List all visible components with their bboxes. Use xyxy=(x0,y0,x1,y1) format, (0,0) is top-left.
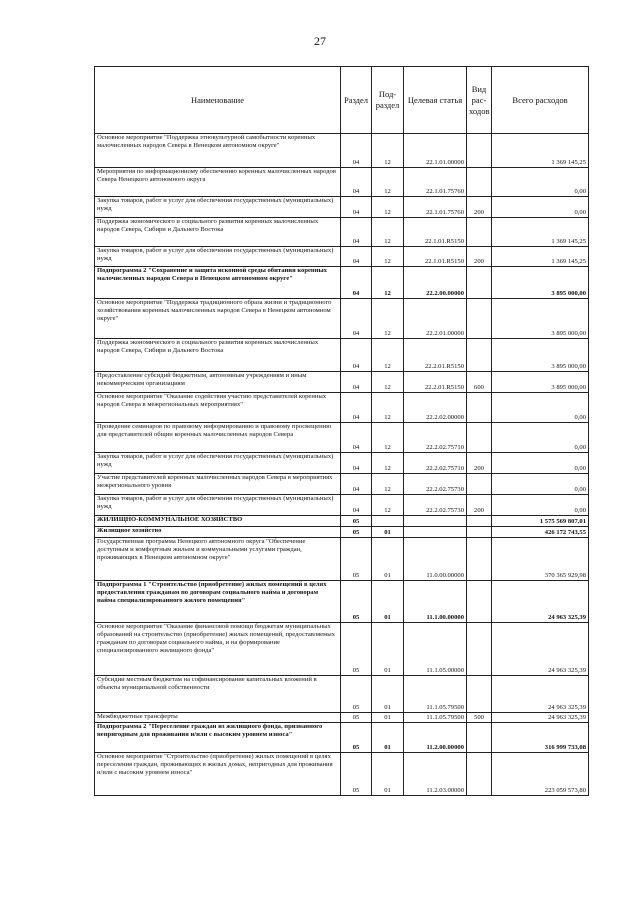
row-celevaya-statya: 22.1.01.75760 xyxy=(404,197,467,218)
table-row xyxy=(95,538,589,581)
row-razdel: 05 xyxy=(341,516,372,527)
row-vid-rashodov xyxy=(467,393,492,423)
row-vid-rashodov: 200 xyxy=(467,197,492,218)
row-podrazdel: 12 xyxy=(372,299,404,339)
table-row xyxy=(95,197,589,218)
row-name: Закупка товаров, работ и услуг для обеспечения государственных (муниципальных) нужд xyxy=(95,495,341,516)
row-celevaya-statya: 22.1.01.R5150 xyxy=(404,247,467,267)
row-razdel: 04 xyxy=(341,372,372,393)
row-total: 24 963 325,39 xyxy=(492,581,589,623)
row-name: Закупка товаров, работ и услуг для обеспечения государственных (муниципальных) нужд xyxy=(95,197,341,218)
row-total: 370 365 929,98 xyxy=(492,538,589,581)
row-celevaya-statya: 22.1.01.R5150 xyxy=(404,218,467,247)
row-celevaya-statya: 22.2.01.R5150 xyxy=(404,372,467,393)
row-celevaya-statya xyxy=(404,516,467,527)
row-podrazdel: 01 xyxy=(372,538,404,581)
table-row xyxy=(95,453,589,474)
row-name: Участие представителей коренных малочисленных народов Севера в мероприятиях межрегионального уровня xyxy=(95,474,341,495)
row-vid-rashodov xyxy=(467,134,492,168)
row-podrazdel: 12 xyxy=(372,372,404,393)
table-row xyxy=(95,474,589,495)
row-vid-rashodov xyxy=(467,474,492,495)
row-celevaya-statya: 22.2.01.00000 xyxy=(404,299,467,339)
row-total: 0,00 xyxy=(492,168,589,197)
table-row xyxy=(95,339,589,372)
row-name: Закупка товаров, работ и услуг для обеспечения государственных (муниципальных) нужд xyxy=(95,247,341,267)
table-row xyxy=(95,623,589,676)
row-podrazdel: 12 xyxy=(372,134,404,168)
row-total: 426 172 743,55 xyxy=(492,527,589,538)
row-name: Государственная программа Ненецкого автономного округа "Обеспечение доступным и комфортным жильем и коммунальными услугами граждан, проживающих в Ненецком автономном округе" xyxy=(95,538,341,581)
row-celevaya-statya: 22.2.02.75730 xyxy=(404,474,467,495)
row-total: 1 369 145,25 xyxy=(492,218,589,247)
table-row xyxy=(95,753,589,796)
row-name: ЖИЛИЩНО-КОММУНАЛЬНОЕ ХОЗЯЙСТВО xyxy=(95,516,341,527)
row-razdel: 04 xyxy=(341,453,372,474)
row-razdel: 04 xyxy=(341,393,372,423)
row-razdel: 05 xyxy=(341,753,372,796)
row-razdel: 04 xyxy=(341,168,372,197)
row-total: 1 369 145,25 xyxy=(492,247,589,267)
row-name: Мероприятия по информационному обеспечению коренных малочисленных народов Севера Ненецкого автономного округа xyxy=(95,168,341,197)
table-row xyxy=(95,134,589,168)
row-vid-rashodov: 200 xyxy=(467,247,492,267)
row-razdel: 04 xyxy=(341,218,372,247)
row-razdel: 05 xyxy=(341,723,372,753)
table-row xyxy=(95,676,589,713)
row-name: Подпрограмма 2 "Переселение граждан из жилищного фонда, признанного непригодным для проживания и/или с высоким уровнем износа" xyxy=(95,723,341,753)
row-name: Межбюджетные трансферты xyxy=(95,713,341,723)
row-celevaya-statya: 11.1.00.00000 xyxy=(404,581,467,623)
header-podrazdel: Под-раздел xyxy=(372,67,404,134)
row-total: 24 963 325,39 xyxy=(492,713,589,723)
row-vid-rashodov xyxy=(467,581,492,623)
row-podrazdel: 01 xyxy=(372,676,404,713)
row-podrazdel: 01 xyxy=(372,713,404,723)
table-row xyxy=(95,168,589,197)
table-row xyxy=(95,423,589,453)
row-celevaya-statya: 11.1.05.79500 xyxy=(404,676,467,713)
row-razdel: 05 xyxy=(341,527,372,538)
row-razdel: 05 xyxy=(341,713,372,723)
row-celevaya-statya: 22.2.02.00000 xyxy=(404,393,467,423)
row-celevaya-statya: 11.1.05.79500 xyxy=(404,713,467,723)
row-celevaya-statya: 11.2.00.00000 xyxy=(404,723,467,753)
row-vid-rashodov xyxy=(467,423,492,453)
row-total: 0,00 xyxy=(492,474,589,495)
header-celevaya-statya: Целевая статья xyxy=(404,67,467,134)
row-razdel: 04 xyxy=(341,134,372,168)
row-name: Основное мероприятие "Поддержка этнокультурной самобытности коренных малочисленных народов Севера в Ненецком автономном округе" xyxy=(95,134,341,168)
row-celevaya-statya: 22.1.01.75760 xyxy=(404,168,467,197)
row-podrazdel: 12 xyxy=(372,495,404,516)
row-total: 0,00 xyxy=(492,197,589,218)
row-vid-rashodov xyxy=(467,753,492,796)
row-name: Основное мероприятие "Поддержка традиционного образа жизни и традиционного хозяйствования коренных малочисленных народов Севера в Ненецком автономном округе" xyxy=(95,299,341,339)
row-total: 0,00 xyxy=(492,423,589,453)
row-razdel: 04 xyxy=(341,474,372,495)
header-total: Всего расходов xyxy=(492,67,589,134)
row-celevaya-statya: 22.2.02.75710 xyxy=(404,453,467,474)
row-razdel: 04 xyxy=(341,423,372,453)
row-celevaya-statya: 11.1.05.00000 xyxy=(404,623,467,676)
row-total: 3 895 000,00 xyxy=(492,299,589,339)
table-row xyxy=(95,247,589,267)
row-vid-rashodov: 500 xyxy=(467,713,492,723)
row-razdel: 05 xyxy=(341,581,372,623)
row-celevaya-statya: 11.0.00.00000 xyxy=(404,538,467,581)
table-row xyxy=(95,372,589,393)
row-vid-rashodov xyxy=(467,723,492,753)
row-podrazdel: 01 xyxy=(372,723,404,753)
row-name: Поддержка экономического и социального развития коренных малочисленных народов Севера, Сибири и Дальнего Востока xyxy=(95,339,341,372)
row-name: Жилищное хозяйство xyxy=(95,527,341,538)
row-vid-rashodov xyxy=(467,299,492,339)
row-podrazdel: 12 xyxy=(372,267,404,299)
row-vid-rashodov xyxy=(467,339,492,372)
row-total: 3 895 000,00 xyxy=(492,339,589,372)
row-vid-rashodov xyxy=(467,538,492,581)
row-razdel: 05 xyxy=(341,676,372,713)
row-podrazdel: 12 xyxy=(372,218,404,247)
table-row xyxy=(95,267,589,299)
row-name: Предоставление субсидий бюджетным, автономным учреждениям и иным некоммерческим организациям xyxy=(95,372,341,393)
row-razdel: 04 xyxy=(341,197,372,218)
page-number: 27 xyxy=(314,34,326,48)
row-podrazdel: 12 xyxy=(372,168,404,197)
table-row xyxy=(95,495,589,516)
row-celevaya-statya: 11.2.03.00000 xyxy=(404,753,467,796)
row-razdel: 05 xyxy=(341,538,372,581)
row-razdel: 04 xyxy=(341,495,372,516)
row-celevaya-statya: 22.1.01.00000 xyxy=(404,134,467,168)
row-vid-rashodov xyxy=(467,267,492,299)
row-name: Поддержка экономического и социального развития коренных малочисленных народов Севера, Сибири и Дальнего Востока xyxy=(95,218,341,247)
row-podrazdel: 12 xyxy=(372,474,404,495)
row-name: Субсидии местным бюджетам на софинансирование капитальных вложений в объекты муниципальной собственности xyxy=(95,676,341,713)
row-total: 0,00 xyxy=(492,393,589,423)
row-podrazdel: 12 xyxy=(372,247,404,267)
row-name: Основное мероприятие "Оказание финансовой помощи бюджетам муниципальных образований на строительство (приобретение) жилых помещений, предоставляемых гражданам по договорам социального найма, и на формирование специализированного жилищного фонда" xyxy=(95,623,341,676)
row-podrazdel: 12 xyxy=(372,423,404,453)
row-vid-rashodov xyxy=(467,676,492,713)
row-vid-rashodov: 200 xyxy=(467,453,492,474)
row-celevaya-statya: 22.2.02.75730 xyxy=(404,495,467,516)
header-vid-rashodov: Вид рас-ходов xyxy=(467,67,492,134)
table-row xyxy=(95,516,589,527)
row-name: Основное мероприятие "Оказание содействия участию представителей коренных народов Севера в межрегиональных мероприятиях" xyxy=(95,393,341,423)
header-razdel: Раздел xyxy=(341,67,372,134)
row-vid-rashodov: 200 xyxy=(467,495,492,516)
row-podrazdel: 12 xyxy=(372,339,404,372)
row-razdel: 04 xyxy=(341,339,372,372)
row-podrazdel: 12 xyxy=(372,393,404,423)
row-celevaya-statya: 22.2.02.75710 xyxy=(404,423,467,453)
row-razdel: 04 xyxy=(341,247,372,267)
header-name: Наименование xyxy=(95,67,341,134)
row-vid-rashodov xyxy=(467,527,492,538)
row-name: Подпрограмма 2 "Сохранение и защита исконной среды обитания коренных малочисленных народов Севера в Ненецком автономном округе" xyxy=(95,267,341,299)
table-row xyxy=(95,581,589,623)
row-vid-rashodov xyxy=(467,168,492,197)
row-total: 3 895 000,00 xyxy=(492,372,589,393)
row-total: 24 963 325,39 xyxy=(492,623,589,676)
row-podrazdel xyxy=(372,516,404,527)
row-name: Закупка товаров, работ и услуг для обеспечения государственных (муниципальных) нужд xyxy=(95,453,341,474)
row-podrazdel: 01 xyxy=(372,581,404,623)
row-vid-rashodov xyxy=(467,218,492,247)
row-name: Подпрограмма 1 "Строительство (приобретение) жилых помещений в целях предоставления гражданам по договорам социального найма и договорам найма специализированного жилого помещения" xyxy=(95,581,341,623)
row-total: 24 963 325,39 xyxy=(492,676,589,713)
row-total: 316 999 733,08 xyxy=(492,723,589,753)
row-razdel: 04 xyxy=(341,267,372,299)
budget-table xyxy=(94,66,589,796)
row-total: 223 059 573,80 xyxy=(492,753,589,796)
table-row xyxy=(95,713,589,723)
row-podrazdel: 01 xyxy=(372,527,404,538)
table-body xyxy=(95,134,589,796)
table-row xyxy=(95,218,589,247)
row-podrazdel: 12 xyxy=(372,197,404,218)
row-total: 3 895 000,00 xyxy=(492,267,589,299)
table-row xyxy=(95,299,589,339)
row-total: 1 575 569 807,01 xyxy=(492,516,589,527)
table-row xyxy=(95,723,589,753)
table-header-row xyxy=(95,67,589,134)
row-celevaya-statya: 22.2.01.R5150 xyxy=(404,339,467,372)
row-razdel: 05 xyxy=(341,623,372,676)
table-row xyxy=(95,527,589,538)
row-total: 1 369 145,25 xyxy=(492,134,589,168)
row-podrazdel: 12 xyxy=(372,453,404,474)
row-total: 0,00 xyxy=(492,453,589,474)
table-row xyxy=(95,393,589,423)
row-vid-rashodov xyxy=(467,516,492,527)
row-celevaya-statya xyxy=(404,527,467,538)
row-total: 0,00 xyxy=(492,495,589,516)
row-podrazdel: 01 xyxy=(372,623,404,676)
row-name: Проведение семинаров по правовому информированию и правовому просвещению для представителей общин коренных малочисленных народов Севера xyxy=(95,423,341,453)
row-name: Основное мероприятие "Строительство (приобретение) жилых помещений в целях переселения граждан, проживающих в жилых домах, непригодных для проживания и/или с высоким уровнем износа" xyxy=(95,753,341,796)
row-podrazdel: 01 xyxy=(372,753,404,796)
row-vid-rashodov: 600 xyxy=(467,372,492,393)
row-vid-rashodov xyxy=(467,623,492,676)
row-celevaya-statya: 22.2.00.00000 xyxy=(404,267,467,299)
row-razdel: 04 xyxy=(341,299,372,339)
